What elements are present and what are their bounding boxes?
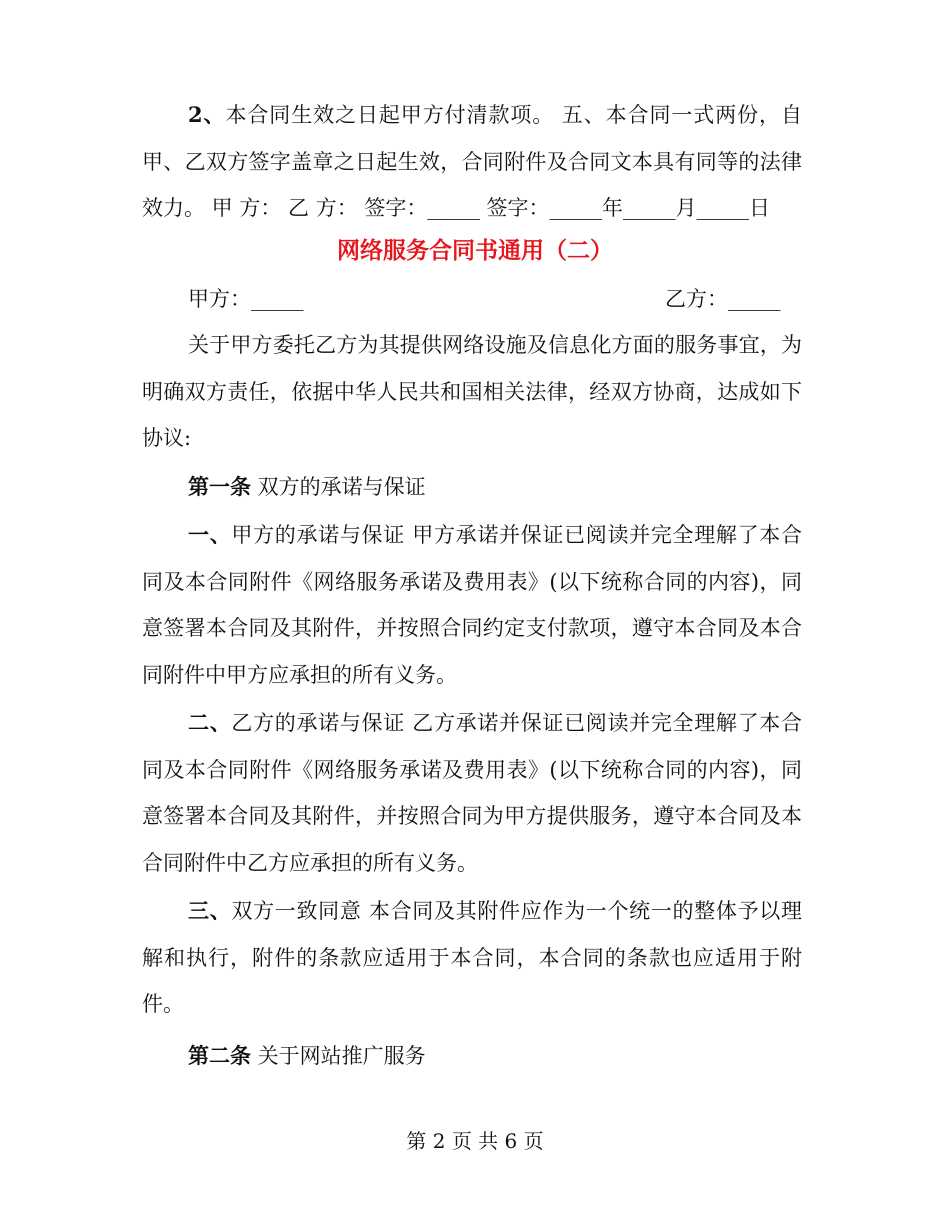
party-b-field: 乙方：_____ [665, 287, 781, 311]
clause-1-paragraph [142, 512, 802, 698]
clause-number: 二、 [188, 710, 232, 735]
clause-number: 2、 [188, 102, 226, 127]
intro-paragraph: 关于甲方委托乙方为其提供网络设施及信息化方面的服务事宜，为明确双方责任，依据中华人民共和国相关法律，经双方协商，达成如下协议: [142, 333, 802, 450]
party-a-field: 甲方：_____ [188, 287, 304, 311]
page-footer: 第 2 页 共 6 页 [406, 1129, 544, 1153]
article-1-heading [142, 464, 802, 511]
clause-number: 三、 [188, 898, 232, 923]
article-2-heading [142, 1033, 802, 1080]
article-number: 第一条 [188, 474, 251, 499]
document-title: 网络服务合同书通用（二） [337, 237, 613, 264]
article-title: 双方的承诺与保证 [251, 475, 426, 499]
clause-text: 双方一致同意 本合同及其附件应作为一个统一的整体予以理解和执行，附件的条款应适用于本合同，本合同的条款也应适用于附件。 [142, 899, 802, 1016]
clause-number: 一、 [188, 522, 232, 547]
article-number: 第二条 [188, 1043, 251, 1068]
previous-clause-paragraph [142, 92, 802, 232]
clause-text: 乙方的承诺与保证 乙方承诺并保证已阅读并完全理解了本合同及本合同附件《网络服务承诺及费用表》(以下统称合同的内容)，同意签署本合同及其附件，并按照合同为甲方提供服务，遵守本合同及本合同附件中乙方应承担的所有义务。 [142, 711, 802, 875]
clause-text: 甲方的承诺与保证 甲方承诺并保证已阅读并完全理解了本合同及本合同附件《网络服务承诺及费用表》(以下统称合同的内容)，同意签署本合同及其附件，并按照合同约定支付款项，遵守本合同及本合同附件中甲方应承担的所有义务。 [142, 523, 802, 687]
clause-text: 本合同生效之日起甲方付清款项。 五、本合同一式两份，自甲、乙双方签字盖章之日起生效，合同附件及合同文本具有同等的法律效力。 甲 方： 乙 方： 签字：_____ 签字：_____年_____月_____日 [142, 103, 802, 220]
clause-2-paragraph [142, 700, 802, 886]
article-title: 关于网站推广服务 [251, 1044, 426, 1068]
clause-3-paragraph [142, 888, 802, 1028]
